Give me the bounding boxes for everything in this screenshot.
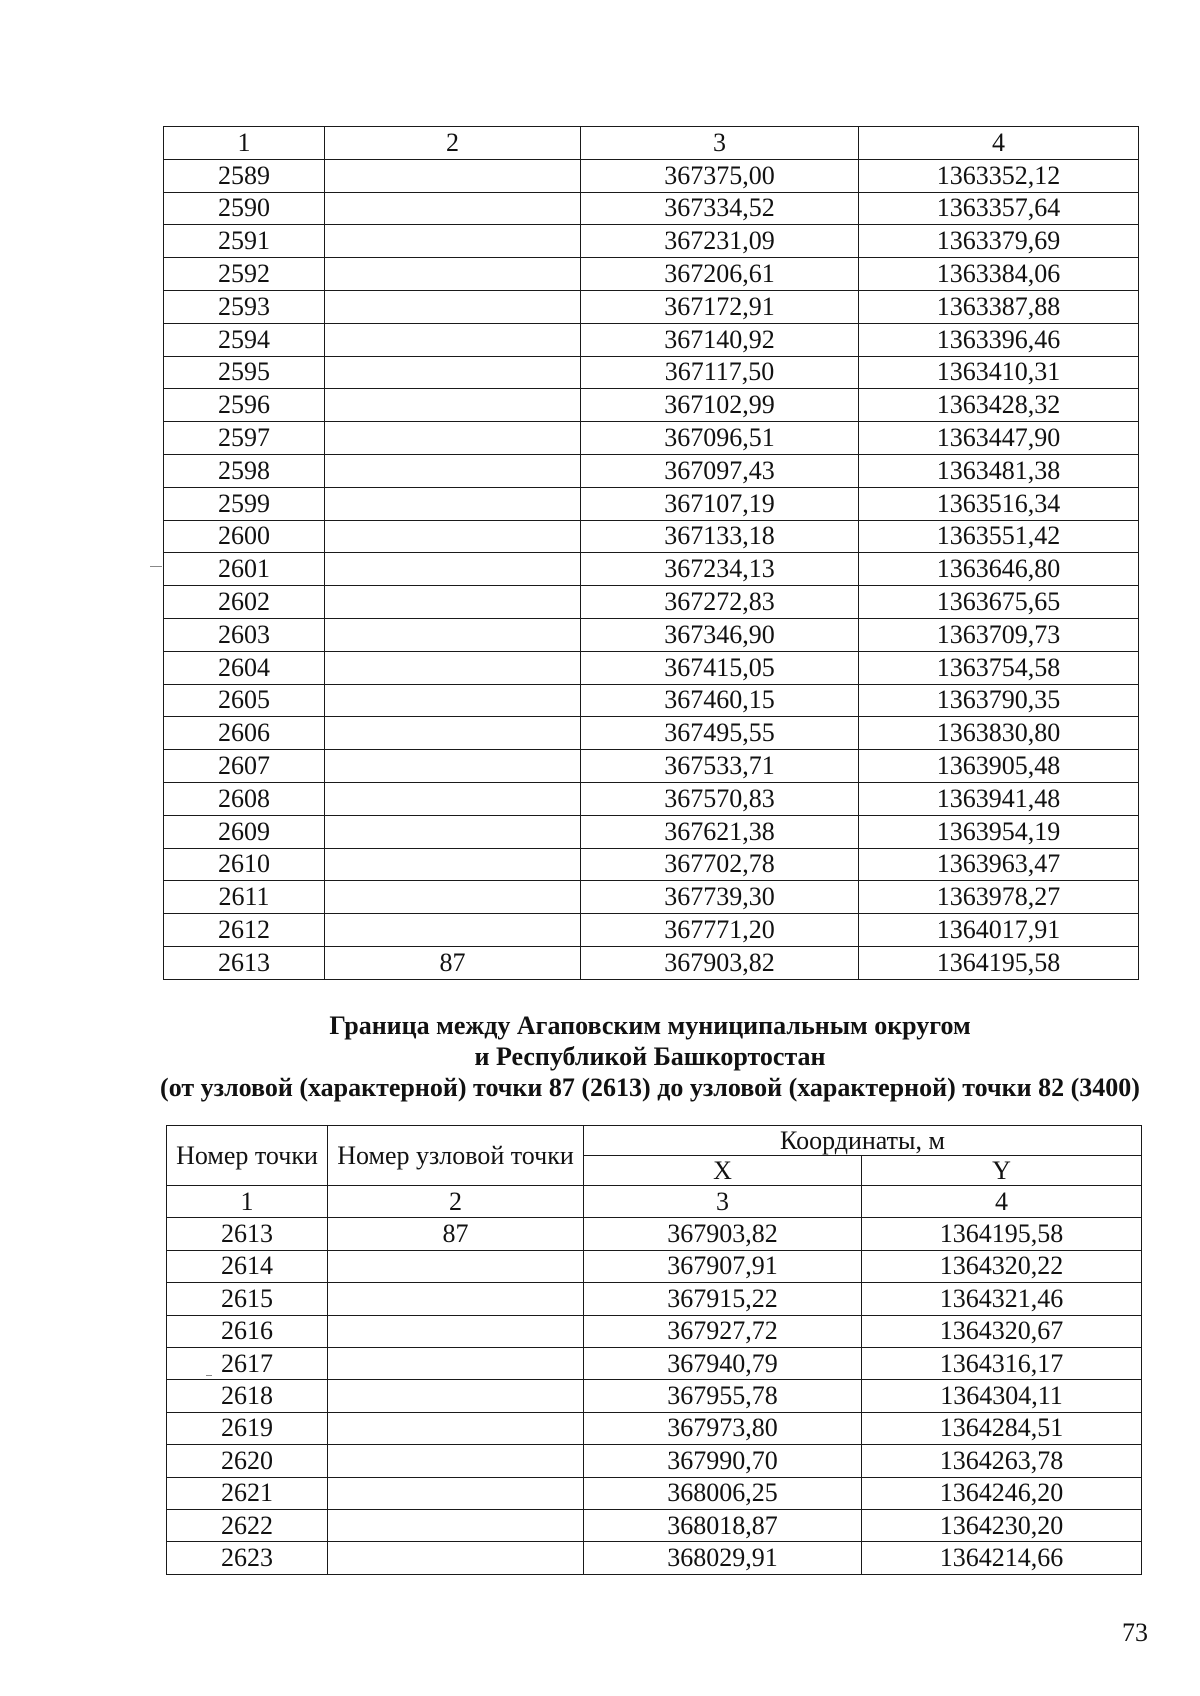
point-number-cell: 2606 [164,717,325,750]
x-coordinate-cell: 367533,71 [581,750,859,783]
x-coordinate-cell: 367231,09 [581,225,859,258]
x-coordinate-cell: 367415,05 [581,651,859,684]
table-row [164,520,1139,553]
point-number-cell: 2618 [167,1380,328,1412]
point-number-cell: 2622 [167,1509,328,1541]
header-x: X [584,1156,862,1186]
point-number-cell: 2591 [164,225,325,258]
y-coordinate-cell: 1363954,19 [859,815,1139,848]
x-coordinate-cell: 367955,78 [584,1380,862,1412]
node-point-cell [325,782,581,815]
point-number-cell: 2607 [164,750,325,783]
table-row [167,1380,1142,1412]
table-row [167,1283,1142,1315]
node-point-cell [325,750,581,783]
x-coordinate-cell: 367495,55 [581,717,859,750]
node-point-cell [325,290,581,323]
column-number-2: 2 [328,1186,584,1218]
node-point-cell [328,1542,584,1574]
header-coordinates: Координаты, м [584,1126,1142,1156]
table-row [164,914,1139,947]
x-coordinate-cell: 367096,51 [581,422,859,455]
x-coordinate-cell: 367570,83 [581,782,859,815]
x-coordinate-cell: 367621,38 [581,815,859,848]
y-coordinate-cell: 1364284,51 [862,1412,1142,1444]
y-coordinate-cell: 1363675,65 [859,586,1139,619]
node-point-cell: 87 [325,946,581,979]
y-coordinate-cell: 1364320,67 [862,1315,1142,1347]
point-number-cell: 2616 [167,1315,328,1347]
node-point-cell [325,848,581,881]
x-coordinate-cell: 367460,15 [581,684,859,717]
node-point-cell [325,717,581,750]
y-coordinate-cell: 1363396,46 [859,323,1139,356]
x-coordinate-cell: 367097,43 [581,454,859,487]
table-row [164,881,1139,914]
table-row [164,651,1139,684]
header-y: Y [862,1156,1142,1186]
y-coordinate-cell: 1363646,80 [859,553,1139,586]
x-coordinate-cell: 367915,22 [584,1283,862,1315]
table-row [167,1542,1142,1574]
x-coordinate-cell: 367117,50 [581,356,859,389]
y-coordinate-cell: 1364214,66 [862,1542,1142,1574]
column-number-1: 1 [167,1186,328,1218]
point-number-cell: 2594 [164,323,325,356]
section-title-line-3: (от узловой (характерной) точки 87 (2613) до узловой (характерной) точки 82 (3400) [160,1073,1140,1102]
node-point-cell [325,159,581,192]
x-coordinate-cell: 367771,20 [581,914,859,947]
column-number-2: 2 [325,127,581,160]
node-point-cell [328,1250,584,1282]
x-coordinate-cell: 367702,78 [581,848,859,881]
node-point-cell [325,586,581,619]
node-point-cell [325,520,581,553]
table-row [164,422,1139,455]
table-row [164,192,1139,225]
coordinates-table-continued [163,126,1139,980]
table-row [164,586,1139,619]
header-point-number: Номер точки [167,1126,328,1186]
page-number: 73 [1122,1618,1148,1647]
x-coordinate-cell: 367133,18 [581,520,859,553]
table-row [164,717,1139,750]
column-number-4: 4 [859,127,1139,160]
y-coordinate-cell: 1363410,31 [859,356,1139,389]
point-number-cell: 2619 [167,1412,328,1444]
y-coordinate-cell: 1363790,35 [859,684,1139,717]
table-row [164,553,1139,586]
node-point-cell [325,651,581,684]
point-number-cell: 2593 [164,290,325,323]
y-coordinate-cell: 1364263,78 [862,1445,1142,1477]
column-number-3: 3 [581,127,859,160]
y-coordinate-cell: 1363481,38 [859,454,1139,487]
table-row [164,750,1139,783]
column-number-3: 3 [584,1186,862,1218]
x-coordinate-cell: 367140,92 [581,323,859,356]
coordinates-table-body [164,127,1139,980]
table-row [167,1445,1142,1477]
y-coordinate-cell: 1363379,69 [859,225,1139,258]
point-number-cell: 2592 [164,258,325,291]
y-coordinate-cell: 1363447,90 [859,422,1139,455]
table-row [164,356,1139,389]
y-coordinate-cell: 1363941,48 [859,782,1139,815]
table-row [164,454,1139,487]
table-row [164,290,1139,323]
column-number-4: 4 [862,1186,1142,1218]
y-coordinate-cell: 1363516,34 [859,487,1139,520]
x-coordinate-cell: 367375,00 [581,159,859,192]
table-row [164,258,1139,291]
x-coordinate-cell: 367739,30 [581,881,859,914]
node-point-cell [325,881,581,914]
x-coordinate-cell: 367903,82 [581,946,859,979]
point-number-cell: 2617 [167,1347,328,1379]
y-coordinate-cell: 1363963,47 [859,848,1139,881]
x-coordinate-cell: 367990,70 [584,1445,862,1477]
node-point-cell [325,389,581,422]
table-row [164,848,1139,881]
node-point-cell [325,487,581,520]
x-coordinate-cell: 367107,19 [581,487,859,520]
node-point-cell [328,1509,584,1541]
node-point-cell [325,815,581,848]
node-point-cell [325,323,581,356]
node-point-cell [325,422,581,455]
point-number-cell: 2608 [164,782,325,815]
x-coordinate-cell: 367102,99 [581,389,859,422]
x-coordinate-cell: 367172,91 [581,290,859,323]
point-number-cell: 2613 [167,1218,328,1250]
point-number-cell: 2612 [164,914,325,947]
x-coordinate-cell: 367907,91 [584,1250,862,1282]
node-point-cell [328,1412,584,1444]
y-coordinate-cell: 1363428,32 [859,389,1139,422]
y-coordinate-cell: 1364246,20 [862,1477,1142,1509]
y-coordinate-cell: 1364195,58 [862,1218,1142,1250]
x-coordinate-cell: 367206,61 [581,258,859,291]
table-row [164,225,1139,258]
table-row [164,684,1139,717]
node-point-cell [328,1315,584,1347]
node-point-cell [325,684,581,717]
point-number-cell: 2603 [164,618,325,651]
point-number-cell: 2623 [167,1542,328,1574]
point-number-cell: 2600 [164,520,325,553]
point-number-cell: 2620 [167,1445,328,1477]
section-title-line-2: и Республикой Башкортостан [474,1042,826,1071]
point-number-cell: 2602 [164,586,325,619]
x-coordinate-cell: 367927,72 [584,1315,862,1347]
x-coordinate-cell: 367334,52 [581,192,859,225]
point-number-cell: 2599 [164,487,325,520]
y-coordinate-cell: 1363352,12 [859,159,1139,192]
point-number-cell: 2589 [164,159,325,192]
y-coordinate-cell: 1363551,42 [859,520,1139,553]
x-coordinate-cell: 368029,91 [584,1542,862,1574]
column-number-1: 1 [164,127,325,160]
table-row [167,1315,1142,1347]
node-point-cell [325,258,581,291]
table-row [164,782,1139,815]
node-point-cell [328,1380,584,1412]
table-row [167,1509,1142,1541]
table-header [167,1126,1142,1186]
y-coordinate-cell: 1363830,80 [859,717,1139,750]
y-coordinate-cell: 1363978,27 [859,881,1139,914]
y-coordinate-cell: 1364304,11 [862,1380,1142,1412]
node-point-cell [328,1445,584,1477]
node-point-cell [325,914,581,947]
table-row [164,815,1139,848]
x-coordinate-cell: 367973,80 [584,1412,862,1444]
point-number-cell: 2601 [164,553,325,586]
x-coordinate-cell: 367903,82 [584,1218,862,1250]
y-coordinate-cell: 1363357,64 [859,192,1139,225]
node-point-cell [325,454,581,487]
table-row [164,946,1139,979]
y-coordinate-cell: 1363387,88 [859,290,1139,323]
table-row [167,1412,1142,1444]
point-number-cell: 2609 [164,815,325,848]
header-node-point-number: Номер узловой точки [328,1126,584,1186]
y-coordinate-cell: 1364320,22 [862,1250,1142,1282]
node-point-cell [328,1477,584,1509]
column-number-row [164,127,1139,160]
point-number-cell: 2611 [164,881,325,914]
y-coordinate-cell: 1363754,58 [859,651,1139,684]
point-number-cell: 2615 [167,1283,328,1315]
column-number-row [167,1186,1142,1218]
node-point-cell [328,1283,584,1315]
node-point-cell [325,192,581,225]
table-row [164,159,1139,192]
table-row [167,1250,1142,1282]
x-coordinate-cell: 367234,13 [581,553,859,586]
point-number-cell: 2613 [164,946,325,979]
point-number-cell: 2605 [164,684,325,717]
table-row [167,1347,1142,1379]
x-coordinate-cell: 367940,79 [584,1347,862,1379]
point-number-cell: 2604 [164,651,325,684]
table-row [164,618,1139,651]
table-row [164,323,1139,356]
node-point-cell: 87 [328,1218,584,1250]
section-title-line-1: Граница между Агаповским муниципальным округом [329,1011,971,1040]
point-number-cell: 2621 [167,1477,328,1509]
table-row [164,389,1139,422]
y-coordinate-cell: 1364321,46 [862,1283,1142,1315]
point-number-cell: 2590 [164,192,325,225]
table-row [167,1477,1142,1509]
node-point-cell [325,225,581,258]
point-number-cell: 2614 [167,1250,328,1282]
point-number-cell: 2596 [164,389,325,422]
point-number-cell: 2597 [164,422,325,455]
table-row [164,487,1139,520]
boundary-coordinates-table [166,1125,1142,1575]
node-point-cell [325,553,581,586]
y-coordinate-cell: 1364195,58 [859,946,1139,979]
y-coordinate-cell: 1363709,73 [859,618,1139,651]
scan-mark [206,1375,212,1376]
section-title [100,1010,1200,1103]
node-point-cell [328,1347,584,1379]
boundary-coordinates-body [167,1186,1142,1575]
x-coordinate-cell: 368018,87 [584,1509,862,1541]
y-coordinate-cell: 1364316,17 [862,1347,1142,1379]
point-number-cell: 2595 [164,356,325,389]
y-coordinate-cell: 1363384,06 [859,258,1139,291]
node-point-cell [325,356,581,389]
y-coordinate-cell: 1364230,20 [862,1509,1142,1541]
scan-mark [150,566,162,567]
table-row [167,1218,1142,1250]
point-number-cell: 2610 [164,848,325,881]
y-coordinate-cell: 1364017,91 [859,914,1139,947]
node-point-cell [325,618,581,651]
header-row-1 [167,1126,1142,1156]
y-coordinate-cell: 1363905,48 [859,750,1139,783]
x-coordinate-cell: 368006,25 [584,1477,862,1509]
point-number-cell: 2598 [164,454,325,487]
x-coordinate-cell: 367272,83 [581,586,859,619]
x-coordinate-cell: 367346,90 [581,618,859,651]
